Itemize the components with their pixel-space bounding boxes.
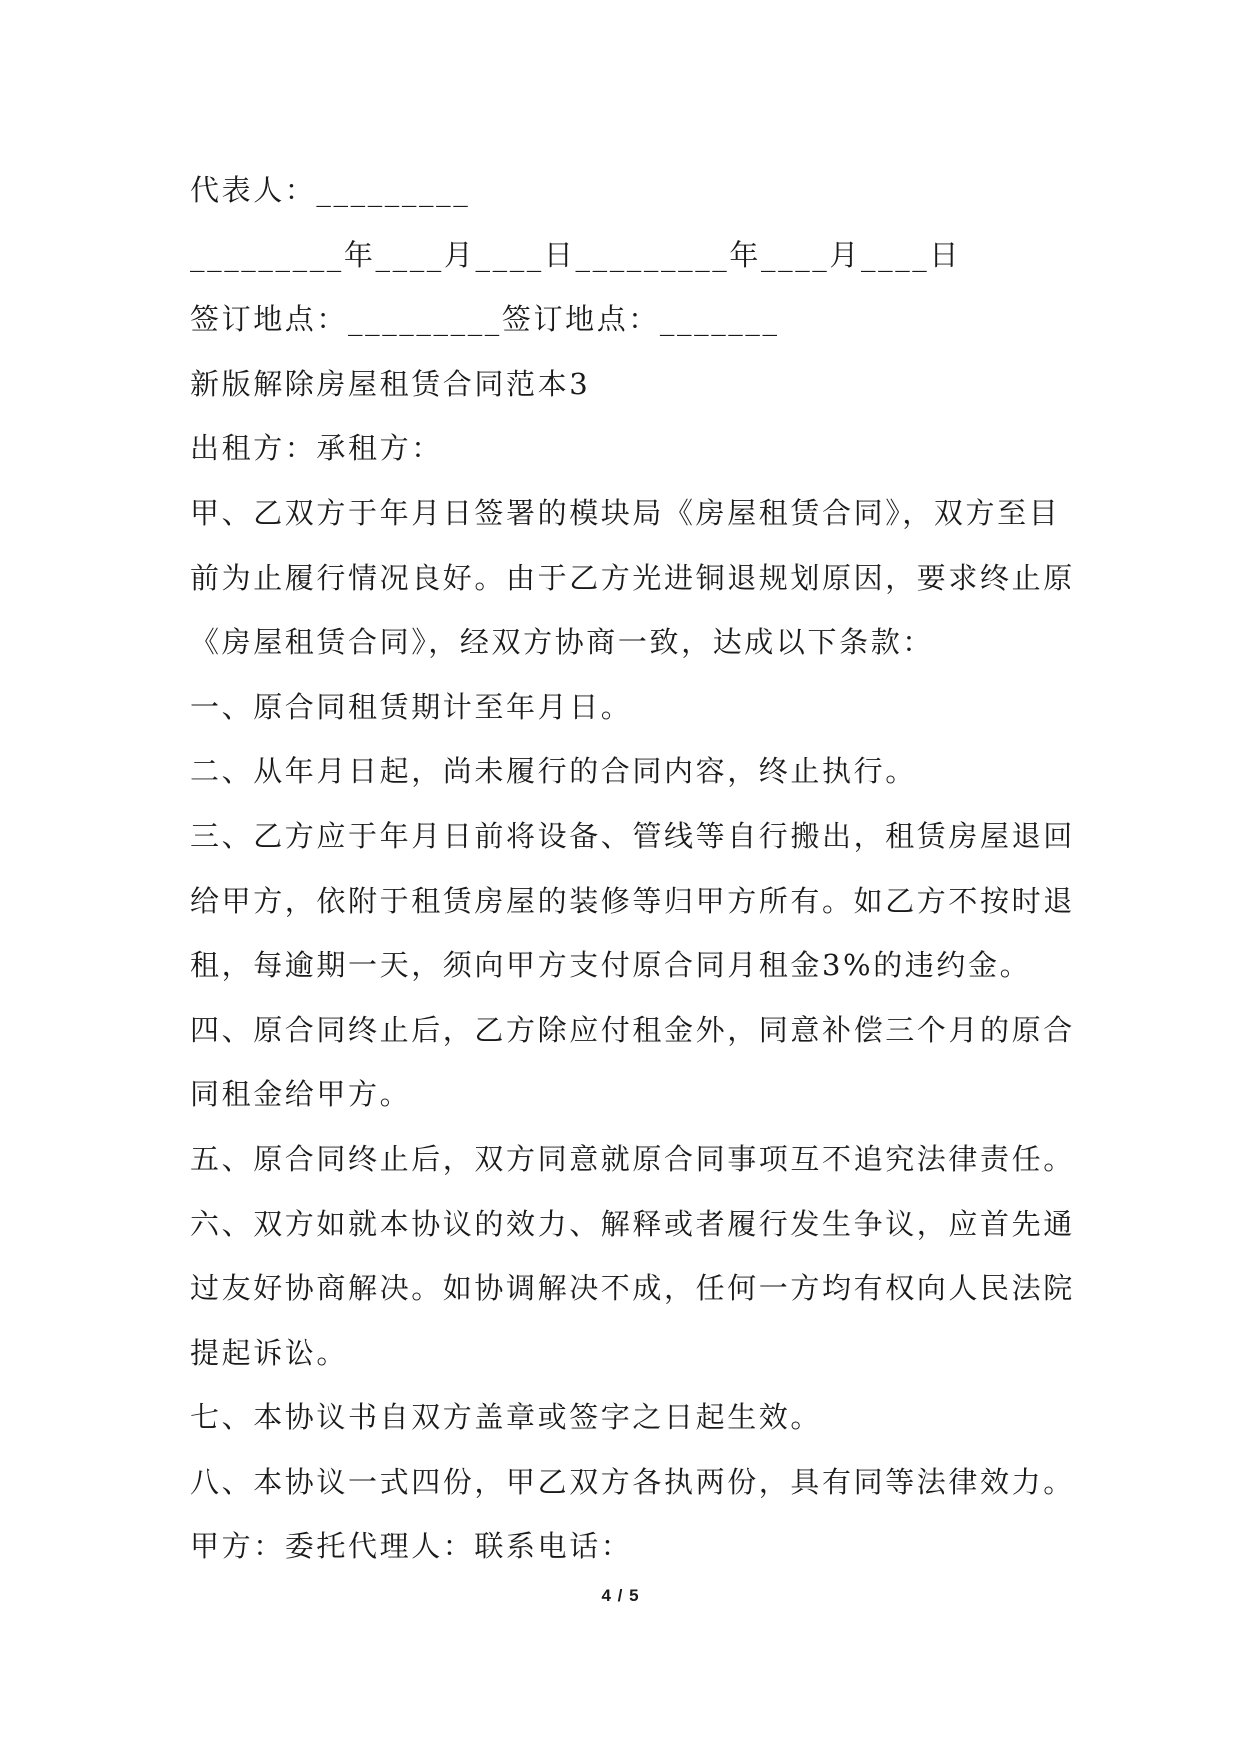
paragraph-line: 甲、乙双方于年月日签署的模块局《房屋租赁合同》，双方至目 <box>190 495 1061 530</box>
clause-3-cont: 给甲方，依附于租赁房屋的装修等归甲方所有。如乙方不按时退 <box>190 883 1075 918</box>
representative-line: 代表人：_________ <box>190 173 471 207</box>
party-a-contact-line: 甲方：委托代理人：联系电话： <box>190 1529 633 1564</box>
clause-8: 八、本协议一式四份，甲乙双方各执两份，具有同等法律效力。 <box>190 1464 1075 1499</box>
clause-6-cont: 提起诉讼。 <box>190 1335 349 1370</box>
date-line: _________年____月____日_________年____月____日 <box>190 237 961 272</box>
clause-6-cont: 过友好协商解决。如协调解决不成，任何一方均有权向人民法院 <box>190 1271 1075 1306</box>
parties-line: 出租方：承租方： <box>190 431 443 466</box>
clause-1: 一、原合同租赁期计至年月日。 <box>190 689 633 724</box>
document-body <box>190 158 1075 1579</box>
paragraph-line: 《房屋租赁合同》，经双方协商一致，达成以下条款： <box>190 625 934 660</box>
page-number: 4 / 5 <box>601 1586 640 1605</box>
section-title: 新版解除房屋租赁合同范本3 <box>190 366 591 401</box>
signing-place-line: 签订地点：_________签订地点：_______ <box>190 302 780 337</box>
clause-7: 七、本协议书自双方盖章或签字之日起生效。 <box>190 1400 823 1435</box>
clause-4-cont: 同租金给甲方。 <box>190 1077 412 1112</box>
clause-5: 五、原合同终止后，双方同意就原合同事项互不追究法律责任。 <box>190 1141 1075 1176</box>
clause-3-cont: 租，每逾期一天，须向甲方支付原合同月租金3%的违约金。 <box>190 948 1032 983</box>
clause-2: 二、从年月日起，尚未履行的合同内容，终止执行。 <box>190 754 917 789</box>
paragraph-line: 前为止履行情况良好。由于乙方光进铜退规划原因，要求终止原 <box>190 560 1075 595</box>
clause-4: 四、原合同终止后，乙方除应付租金外，同意补偿三个月的原合 <box>190 1012 1075 1047</box>
clause-6: 六、双方如就本协议的效力、解释或者履行发生争议，应首先通 <box>190 1206 1075 1241</box>
clause-3: 三、乙方应于年月日前将设备、管线等自行搬出，租赁房屋退回 <box>190 818 1075 853</box>
